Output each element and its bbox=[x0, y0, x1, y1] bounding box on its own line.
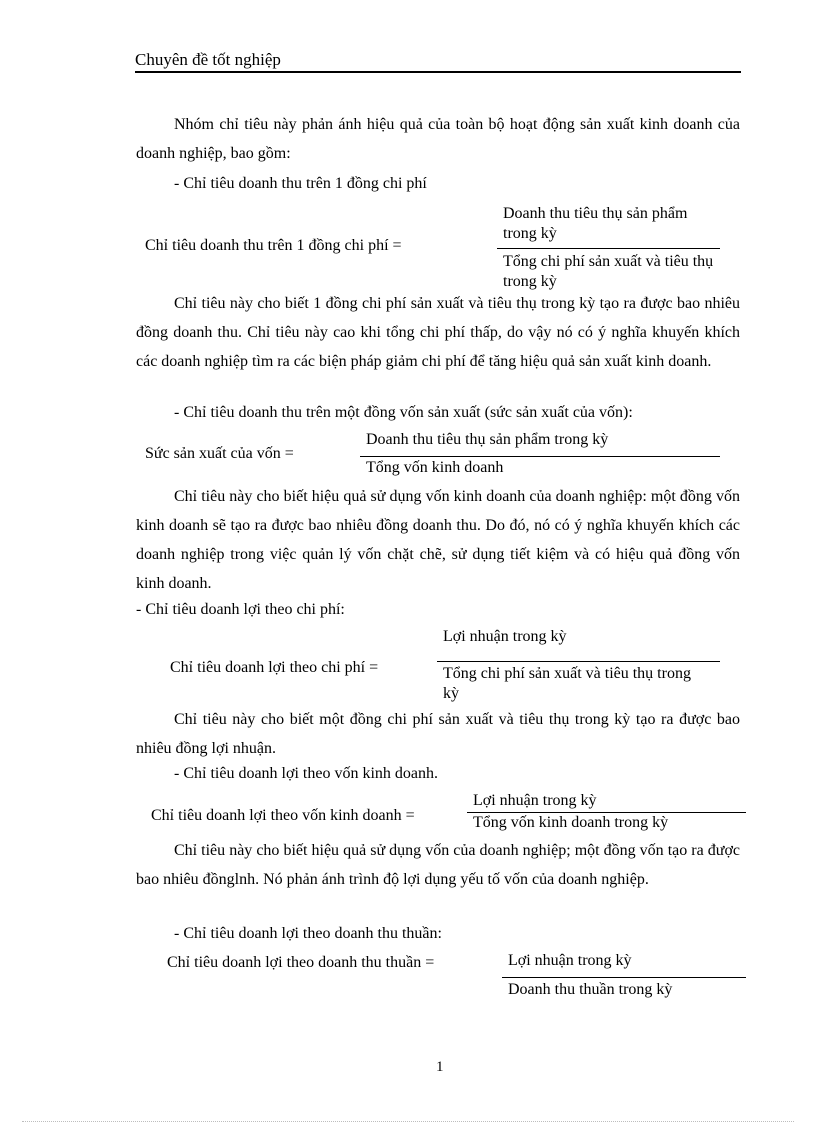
paragraph-profit-per-cost-explanation: Chỉ tiêu này cho biết một đồng chi phí sản xuất và tiêu thụ trong kỳ tạo ra được bao nhiêu đồng lợi nhuận. bbox=[136, 711, 740, 757]
header-rule bbox=[135, 71, 741, 73]
formula-lhs: Chỉ tiêu doanh lợi theo vốn kinh doanh = bbox=[151, 807, 415, 824]
bullet-capital-productivity: - Chỉ tiêu doanh thu trên một đồng vốn sản xuất (sức sản xuất của vốn): bbox=[174, 404, 633, 421]
formula-lhs: Sức sản xuất của vốn = bbox=[145, 445, 294, 462]
bullet-profit-per-net-revenue: - Chỉ tiêu doanh lợi theo doanh thu thuần: bbox=[174, 925, 442, 942]
paragraph-intro: Nhóm chỉ tiêu này phản ánh hiệu quả của toàn bộ hoạt động sản xuất kinh doanh của doanh nghiệp, bao gồm: bbox=[136, 116, 740, 162]
fraction-bar bbox=[502, 977, 746, 978]
formula-denominator: Tổng chi phí sản xuất và tiêu thụ trong kỳ bbox=[443, 665, 691, 702]
formula-denominator: Tổng chi phí sản xuất và tiêu thụ trong kỳ bbox=[503, 253, 714, 290]
paragraph-profit-per-capital-explanation: Chỉ tiêu này cho biết hiệu quả sử dụng vốn của doanh nghiệp; một đồng vốn tạo ra được bao nhiêu đồnglnh. Nó phản ánh trình độ lợi dụng yếu tố vốn của doanh nghiệp. bbox=[136, 842, 740, 888]
formula-lhs: Chỉ tiêu doanh lợi theo chi phí = bbox=[170, 659, 379, 676]
bullet-profit-per-capital: - Chỉ tiêu doanh lợi theo vốn kinh doanh. bbox=[174, 765, 438, 782]
formula-denominator: Tổng vốn kinh doanh bbox=[366, 459, 504, 476]
paragraph-capital-productivity-explanation: Chỉ tiêu này cho biết hiệu quả sử dụng vốn kinh doanh của doanh nghiệp: một đồng vốn kinh doanh sẽ tạo ra được bao nhiêu đồng doanh thu. Do đó, nó có ý nghĩa khuyến khích các doanh nghiệp trong việc quản lý vốn chặt chẽ, sử dụng tiết kiệm và có hiệu quả đồng vốn kinh doanh. bbox=[136, 488, 740, 592]
page-header-title: Chuyên đề tốt nghiệp bbox=[135, 50, 281, 69]
fraction-bar bbox=[467, 812, 746, 813]
fraction-bar bbox=[437, 661, 720, 662]
formula-denominator: Tổng vốn kinh doanh trong kỳ bbox=[473, 814, 669, 831]
page-number: 1 bbox=[436, 1059, 444, 1075]
formula-lhs: Chỉ tiêu doanh lợi theo doanh thu thuần = bbox=[167, 954, 435, 971]
formula-numerator: Lợi nhuận trong kỳ bbox=[473, 792, 597, 809]
formula-numerator: Doanh thu tiêu thụ sản phẩm trong kỳ bbox=[503, 205, 688, 242]
fraction-bar bbox=[360, 456, 720, 457]
formula-lhs: Chỉ tiêu doanh thu trên 1 đồng chi phí = bbox=[145, 237, 402, 254]
formula-denominator: Doanh thu thuần trong kỳ bbox=[508, 981, 673, 998]
bullet-revenue-per-cost: - Chỉ tiêu doanh thu trên 1 đồng chi phí bbox=[174, 175, 427, 192]
formula-numerator: Doanh thu tiêu thụ sản phẩm trong kỳ bbox=[366, 431, 609, 448]
page-bottom-border bbox=[22, 1121, 794, 1122]
bullet-profit-per-cost: - Chỉ tiêu doanh lợi theo chi phí: bbox=[136, 601, 345, 618]
paragraph-revenue-per-cost-explanation: Chỉ tiêu này cho biết 1 đồng chi phí sản xuất và tiêu thụ trong kỳ tạo ra được bao nhiêu đồng doanh thu. Chỉ tiêu này cao khi tổng chi phí thấp, do vậy nó có ý nghĩa khuyến khích các doanh nghiệp tìm ra các biện pháp giảm chi phí để tăng hiệu quả sản xuất kinh doanh. bbox=[136, 295, 740, 370]
formula-numerator: Lợi nhuận trong kỳ bbox=[443, 628, 567, 645]
formula-numerator: Lợi nhuận trong kỳ bbox=[508, 952, 632, 969]
fraction-bar bbox=[497, 248, 720, 249]
